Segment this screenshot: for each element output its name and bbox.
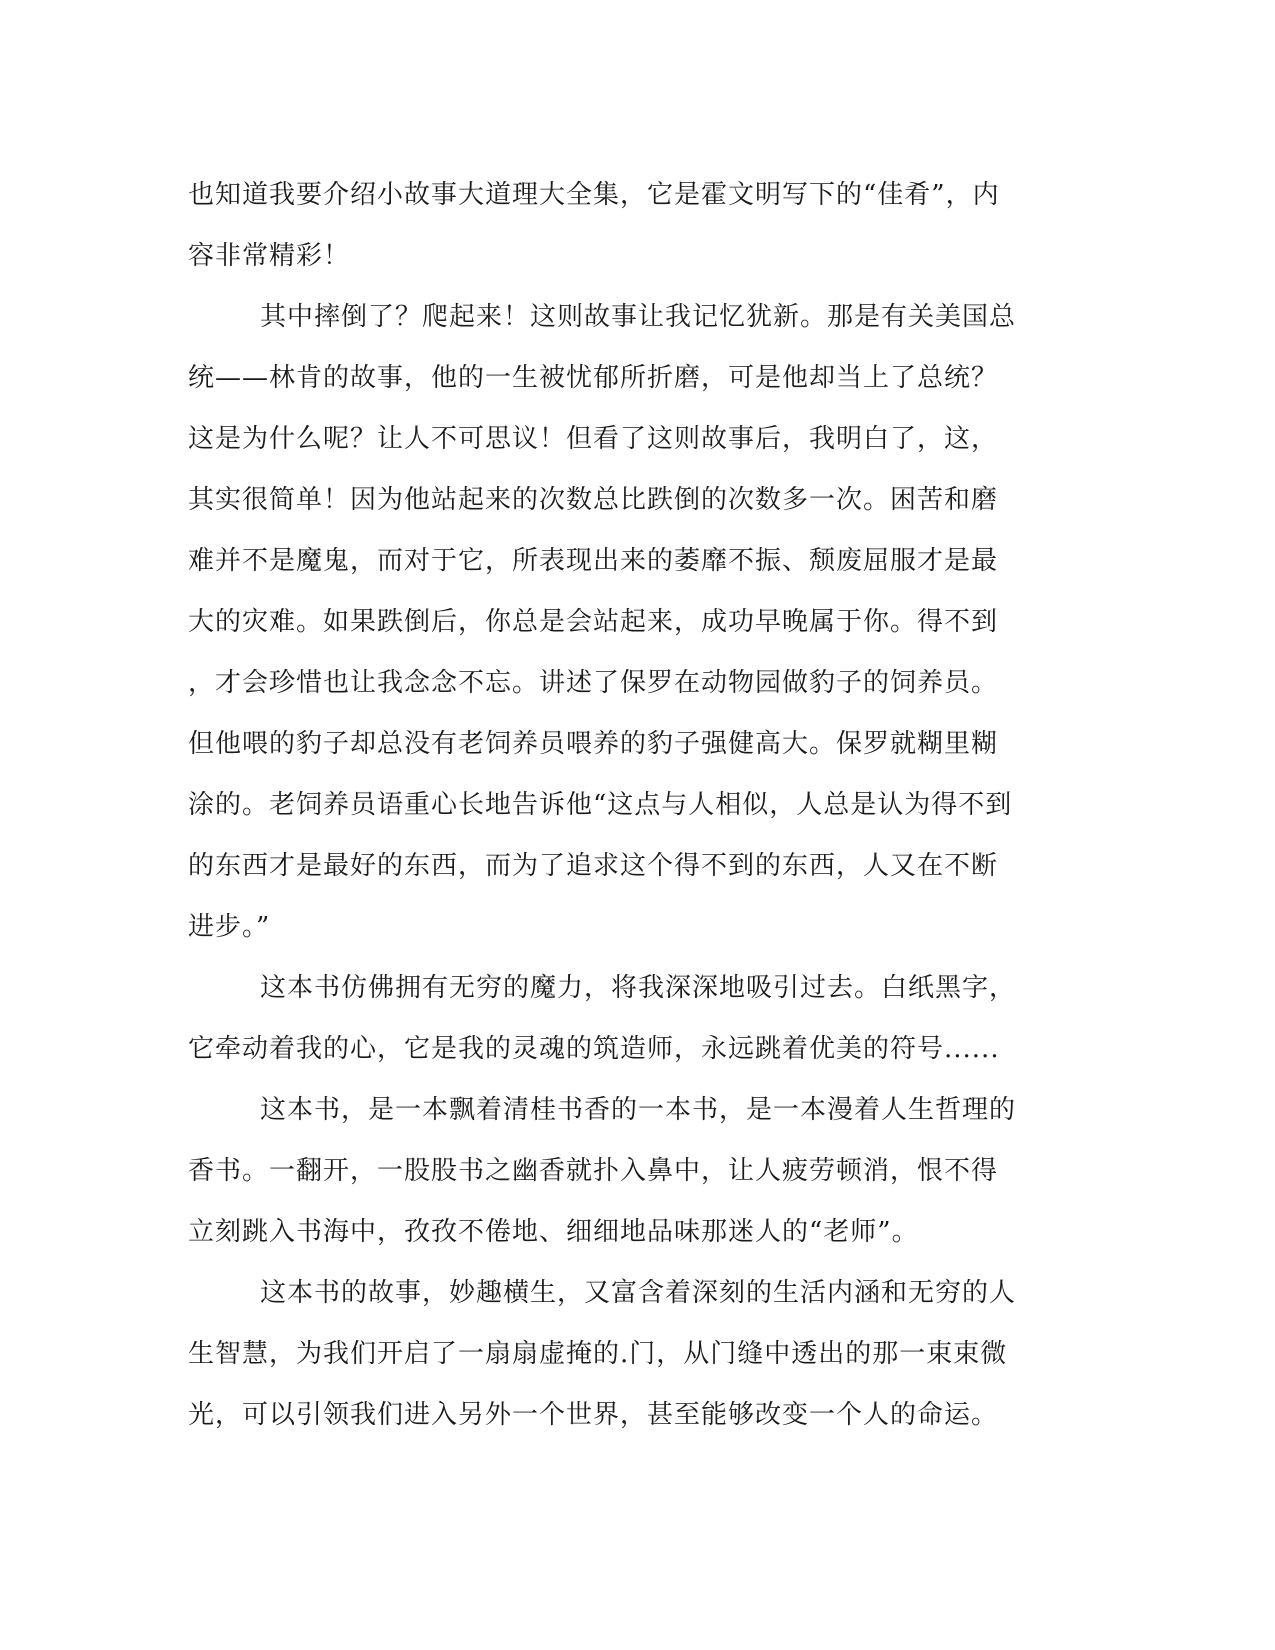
text-line: 统——林肯的故事，他的一生被忧郁所折磨，可是他却当上了总统？: [188, 363, 999, 393]
text-line: 立刻跳入书海中，孜孜不倦地、细细地品味那迷人的“老师”。: [188, 1217, 919, 1247]
text-line: 涂的。老饲养员语重心长地告诉他“这点与人相似，人总是认为得不到: [188, 790, 1013, 820]
text-line: 的东西才是最好的东西，而为了追求这个得不到的东西，人又在不断: [188, 851, 999, 881]
text-line: ，才会珍惜也让我念念不忘。讲述了保罗在动物园做豹子的饲养员。: [188, 668, 999, 698]
text-line: 难并不是魔鬼，而对于它，所表现出来的萎靡不振、颓废屈服才是最: [188, 546, 999, 576]
text-line: 这是为什么呢？让人不可思议！但看了这则故事后，我明白了，这，: [188, 424, 999, 454]
text-line: 大的灾难。如果跌倒后，你总是会站起来，成功早晚属于你。得不到: [188, 607, 999, 637]
text-line: 容非常精彩！: [188, 241, 351, 271]
text-line: 香书。一翻开，一股股书之幽香就扑入鼻中，让人疲劳顿消，恨不得: [188, 1156, 999, 1186]
text-line: 光，可以引领我们进入另外一个世界，甚至能够改变一个人的命运。: [188, 1400, 999, 1430]
text-line: 也知道我要介绍小故事大道理大全集，它是霍文明写下的“佳肴”，内: [188, 180, 1000, 210]
text-line: 其实很简单！因为他站起来的次数总比跌倒的次数多一次。困苦和磨: [188, 485, 999, 515]
body-text: [188, 165, 1068, 1446]
text-line: 生智慧，为我们开启了一扇扇虚掩的.门，从门缝中透出的那一束束微: [188, 1339, 1008, 1369]
text-line: 这本书的故事，妙趣横生，又富含着深刻的生活内涵和无穷的人: [260, 1278, 1017, 1308]
text-line: 其中摔倒了？爬起来！这则故事让我记忆犹新。那是有关美国总: [260, 302, 1017, 332]
text-line: 但他喂的豹子却总没有老饲养员喂养的豹子强健高大。保罗就糊里糊: [188, 729, 999, 759]
text-line: 这本书，是一本飘着清桂书香的一本书，是一本漫着人生哲理的: [260, 1095, 1017, 1125]
text-line: 进步。”: [188, 912, 271, 942]
text-line: 它牵动着我的心，它是我的灵魂的筑造师，永远跳着优美的符号......: [188, 1034, 1000, 1064]
text-line: 这本书仿佛拥有无穷的魔力，将我深深地吸引过去。白纸黑字，: [260, 973, 1017, 1003]
